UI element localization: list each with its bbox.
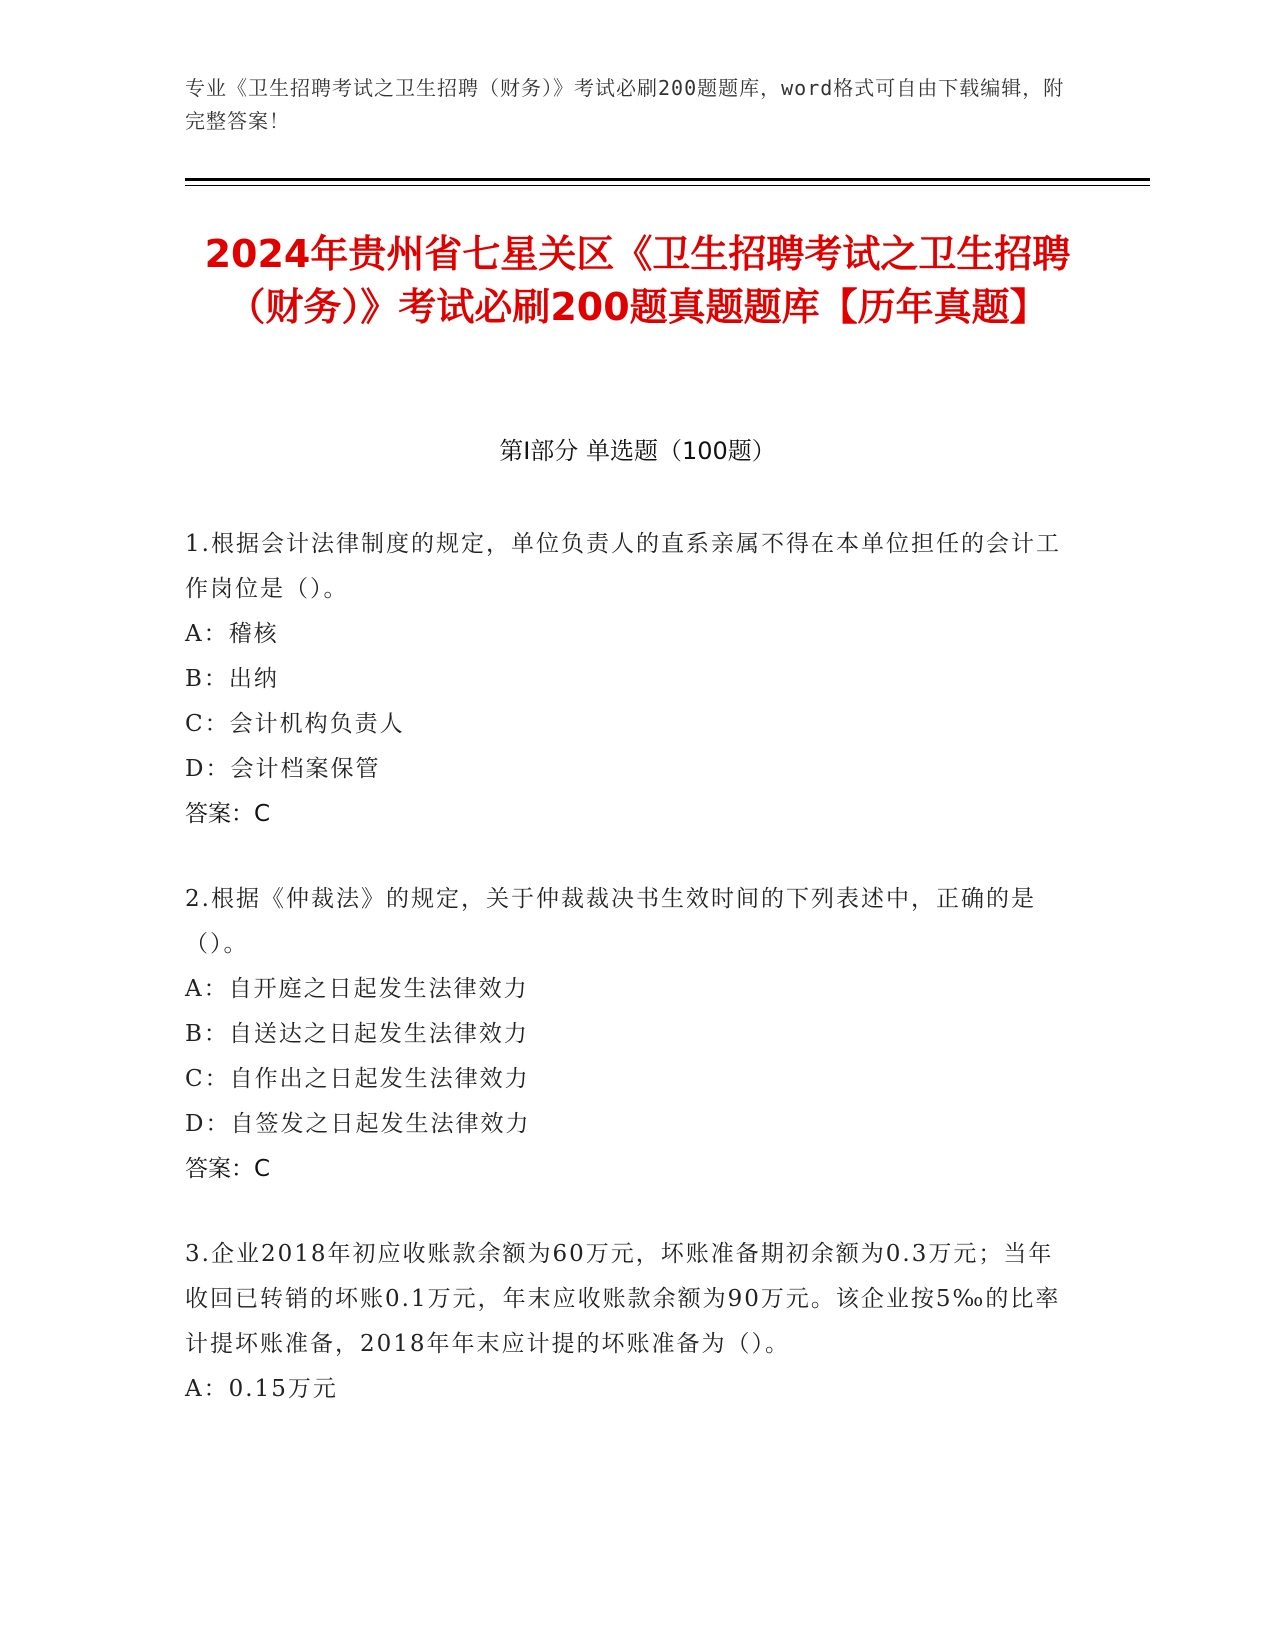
header-note: 专业《卫生招聘考试之卫生招聘（财务）》考试必刷200题题库，word格式可自由下载编辑，附完整答案！ (185, 76, 1065, 133)
question-list (185, 522, 1065, 1452)
option-a: A：自开庭之日起发生法律效力 (185, 976, 529, 1002)
option-c: C：自作出之日起发生法律效力 (185, 1066, 530, 1092)
section-title: 第Ⅰ部分 单选题（100题） (499, 437, 776, 465)
option-c: C：会计机构负责人 (185, 711, 405, 737)
option-a: A：0.15万元 (185, 1376, 338, 1402)
answer: 答案：C (185, 801, 271, 827)
document-title: 2024年贵州省七星关区《卫生招聘考试之卫生招聘（财务）》考试必刷200题真题题库【历年真题】 (204, 232, 1071, 329)
question-stem: 2.根据《仲裁法》的规定，关于仲裁裁决书生效时间的下列表述中，正确的是（）。 (185, 886, 1036, 957)
question-3 (185, 1232, 1065, 1412)
question-stem: 3.企业2018年初应收账款余额为60万元，坏账准备期初余额为0.3万元；当年收回已转销的坏账0.1万元，年末应收账款余额为90万元。该企业按5‰的比率计提坏账准备，2018年年末应计提的坏账准备为（）。 (185, 1241, 1061, 1357)
option-d: D：自签发之日起发生法律效力 (185, 1111, 531, 1137)
option-d: D：会计档案保管 (185, 756, 381, 782)
header-divider-thick (185, 178, 1150, 181)
answer: 答案：C (185, 1156, 271, 1182)
question-stem: 1.根据会计法律制度的规定，单位负责人的直系亲属不得在本单位担任的会计工作岗位是（）。 (185, 531, 1061, 602)
question-2 (185, 877, 1065, 1192)
header-divider-thin (185, 185, 1150, 186)
option-b: B：自送达之日起发生法律效力 (185, 1021, 529, 1047)
option-b: B：出纳 (185, 666, 279, 692)
question-1 (185, 522, 1065, 837)
option-a: A：稽核 (185, 621, 279, 647)
